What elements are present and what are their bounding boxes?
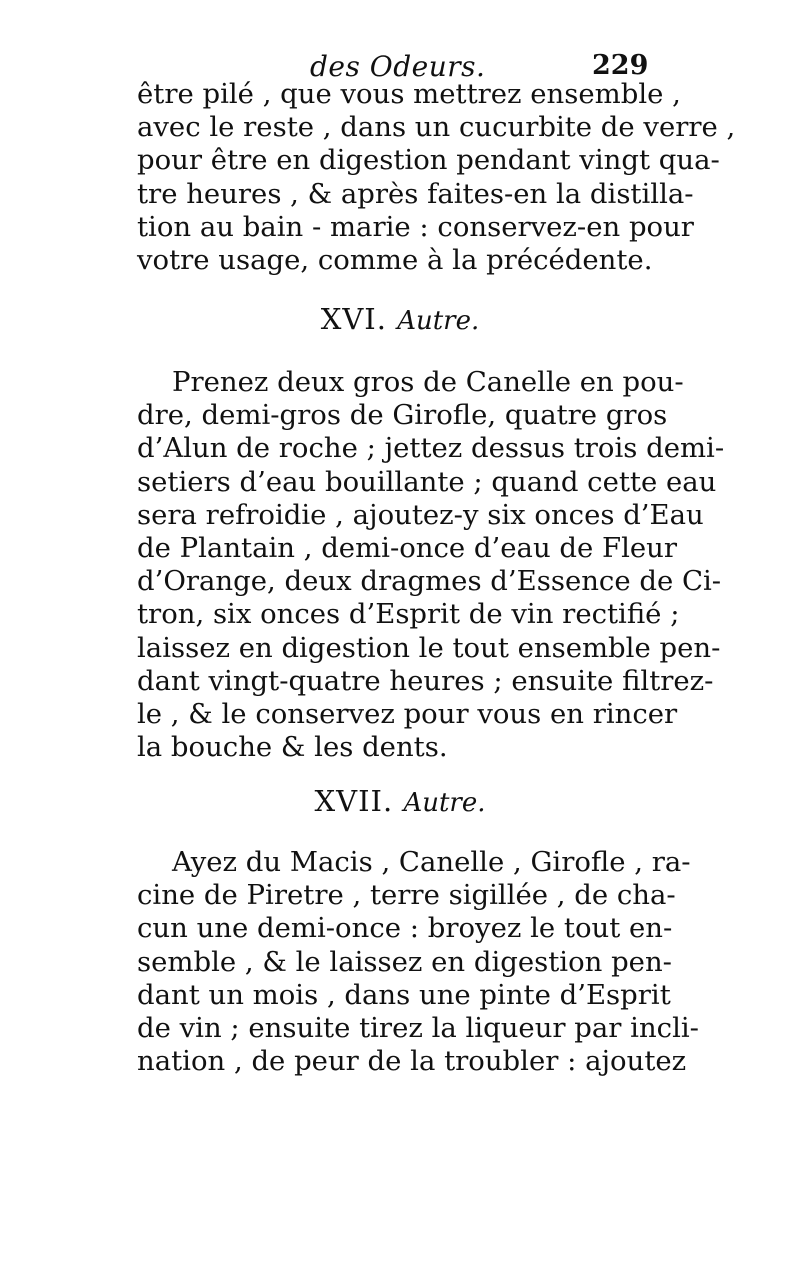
page-number: 229 <box>592 50 649 81</box>
text-line: sera refroidie , ajoutez-y six onces d’Eau <box>137 498 704 531</box>
section-heading-xvi <box>0 302 800 336</box>
text-line: laissez en digestion le tout ensemble pen- <box>137 631 721 664</box>
text-line: tion au bain - marie : conservez-en pour <box>137 210 694 243</box>
section-numeral: XVII. <box>314 784 394 818</box>
text-line: tron, six onces d’Esprit de vin rectifié ; <box>137 598 680 631</box>
running-title: des Odeurs. <box>310 50 486 83</box>
text-line: cun une demi-once : broyez le tout en- <box>137 912 673 945</box>
text-line: tre heures , & après faites-en la distilla- <box>137 177 694 210</box>
continuation-paragraph <box>137 78 736 277</box>
text-line: nation , de peur de la troubler : ajoutez <box>137 1045 687 1078</box>
text-line: Ayez du Macis , Canelle , Girofle , ra- <box>172 846 691 878</box>
text-line: la bouche & les dents. <box>137 731 448 764</box>
text-line: cine de Piretre , terre sigillée , de cha- <box>137 879 676 912</box>
text-line: setiers d’eau bouillante ; quand cette eau <box>137 465 717 498</box>
section-heading-xvii <box>0 784 800 818</box>
text-line: dant un mois , dans une pinte d’Esprit <box>137 978 671 1011</box>
text-line: être pilé , que vous mettrez ensemble , <box>137 78 681 110</box>
section-numeral: XVI. <box>320 302 387 336</box>
text-line: de vin ; ensuite tirez la liqueur par incli- <box>137 1012 699 1045</box>
text-line: semble , & le laissez en digestion pen- <box>137 945 672 978</box>
text-line: avec le reste , dans un cucurbite de verre , <box>137 111 736 144</box>
text-line: d’Orange, deux dragmes d’Essence de Ci- <box>137 565 722 598</box>
section-xvi-paragraph <box>137 366 725 764</box>
text-line: Prenez deux gros de Canelle en pou- <box>172 366 684 398</box>
text-line: votre usage, comme à la précédente. <box>137 244 653 277</box>
text-line: d’Alun de roche ; jettez dessus trois demi- <box>137 432 725 465</box>
section-title: Autre. <box>403 788 486 818</box>
text-line: pour être en digestion pendant vingt qua- <box>137 144 720 177</box>
text-line: de Plantain , demi-once d’eau de Fleur <box>137 532 678 565</box>
text-line: dant vingt-quatre heures ; ensuite filtrez- <box>137 664 714 697</box>
section-xvii-paragraph <box>137 846 699 1078</box>
section-title: Autre. <box>397 306 480 336</box>
text-line: dre, demi-gros de Girofle, quatre gros <box>137 399 668 432</box>
text-line: le , & le conservez pour vous en rincer <box>137 698 678 731</box>
